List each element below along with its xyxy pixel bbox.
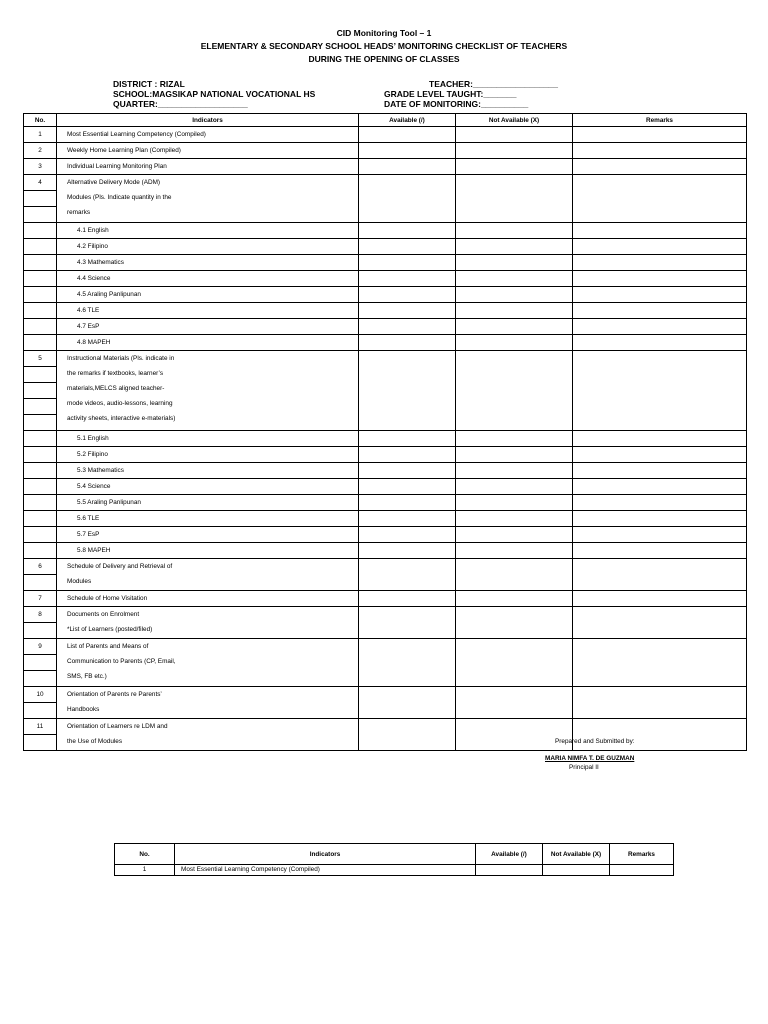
indicator-cell: [57, 559, 359, 591]
indicator-cell: [57, 303, 359, 319]
indicator-cell: [57, 495, 359, 511]
table-row: [24, 175, 747, 223]
indicator-text: List of Parents and Means of: [67, 643, 149, 650]
row-number: 5: [38, 355, 42, 362]
indicator-text: mode videos, audio-lessons, learning: [67, 400, 173, 407]
district-field: DISTRICT : RIZAL: [113, 79, 185, 89]
indicator-text: SMS, FB etc.): [67, 673, 107, 680]
indicator-text: Modules: [67, 578, 92, 585]
remarks-cell[interactable]: [573, 255, 747, 271]
indicator-text: 5.3 Mathematics: [77, 467, 124, 474]
available-cell[interactable]: [359, 447, 456, 463]
indicator-cell: [57, 239, 359, 255]
row-number: 4: [38, 179, 42, 186]
not-available-cell[interactable]: [456, 159, 573, 175]
row-number: [24, 271, 56, 286]
row-number-cell: [24, 527, 57, 543]
not-available-cell[interactable]: [456, 143, 573, 159]
row-number: [24, 734, 56, 750]
not-available-cell[interactable]: [456, 687, 573, 719]
row-number-cell: [24, 543, 57, 559]
row-number: [24, 239, 56, 254]
summary-cell-remarks[interactable]: [610, 865, 674, 876]
row-number-cell: [24, 127, 57, 143]
row-number-cell: [24, 463, 57, 479]
row-number: [24, 223, 56, 238]
indicator-text: Orientation of Learners re LDM and: [67, 723, 168, 730]
summary-header-row: [115, 844, 674, 865]
not-available-cell[interactable]: [456, 239, 573, 255]
available-cell[interactable]: [359, 335, 456, 351]
table-row: [24, 143, 747, 159]
not-available-cell[interactable]: [456, 447, 573, 463]
indicator-cell: [57, 319, 359, 335]
indicator-cell: [57, 335, 359, 351]
prepared-by-label: Prepared and Submitted by:: [555, 738, 635, 745]
form-code-title: CID Monitoring Tool – 1: [336, 28, 432, 38]
quarter-field: QUARTER:___________________: [113, 99, 248, 109]
indicator-text: 4.1 English: [77, 227, 109, 234]
not-available-cell[interactable]: [456, 543, 573, 559]
row-number: [24, 463, 56, 478]
indicator-cell: [57, 431, 359, 447]
row-number: [24, 303, 56, 318]
table-row: [24, 495, 747, 511]
row-number: 8: [38, 611, 42, 618]
row-number-cell: [24, 143, 57, 159]
indicator-text: 4.5 Araling Panlipunan: [77, 291, 141, 298]
row-number: [24, 335, 56, 350]
available-cell[interactable]: [359, 159, 456, 175]
indicator-text: Schedule of Home Visitation: [67, 595, 148, 602]
form-subtitle: DURING THE OPENING OF CLASSES: [308, 54, 460, 64]
remarks-cell[interactable]: [573, 495, 747, 511]
indicator-cell: [57, 223, 359, 239]
remarks-cell[interactable]: [573, 559, 747, 591]
indicator-cell: [57, 463, 359, 479]
not-available-cell[interactable]: [456, 335, 573, 351]
summary-header-not-available: Not Available (X): [543, 844, 610, 865]
indicator-cell: [57, 719, 359, 751]
row-number: [24, 366, 56, 382]
not-available-cell[interactable]: [456, 559, 573, 591]
remarks-cell[interactable]: [573, 607, 747, 639]
remarks-cell[interactable]: [573, 239, 747, 255]
row-number: [24, 398, 56, 414]
row-number-cell: [24, 719, 57, 751]
not-available-cell[interactable]: [456, 511, 573, 527]
not-available-cell[interactable]: [456, 175, 573, 223]
indicator-cell: [57, 143, 359, 159]
row-number: 11: [36, 723, 44, 730]
indicator-text: Communication to Parents (CP, Email,: [67, 658, 176, 665]
row-number: 9: [38, 643, 42, 650]
indicator-cell: [57, 543, 359, 559]
indicator-text: Instructional Materials (Pls. indicate in: [67, 355, 175, 362]
indicator-text: 4.8 MAPEH: [77, 339, 111, 346]
available-cell[interactable]: [359, 255, 456, 271]
row-number-cell: [24, 239, 57, 255]
row-number-cell: [24, 607, 57, 639]
row-number-cell: [24, 351, 57, 431]
table-row: [24, 639, 747, 687]
not-available-cell[interactable]: [456, 607, 573, 639]
indicator-text: activity sheets, interactive e-materials): [67, 415, 176, 422]
available-cell[interactable]: [359, 543, 456, 559]
row-number: [24, 574, 56, 590]
row-number: [24, 255, 56, 270]
not-available-cell[interactable]: [456, 271, 573, 287]
table-row: [24, 303, 747, 319]
row-number-cell: [24, 447, 57, 463]
not-available-cell[interactable]: [456, 639, 573, 687]
table-row: [24, 447, 747, 463]
remarks-cell[interactable]: [573, 591, 747, 607]
row-number: 6: [38, 563, 42, 570]
not-available-cell[interactable]: [456, 255, 573, 271]
available-cell[interactable]: [359, 719, 456, 751]
remarks-cell[interactable]: [573, 303, 747, 319]
not-available-cell[interactable]: [456, 431, 573, 447]
row-number-cell: [24, 175, 57, 223]
indicator-text: 5.1 English: [77, 435, 109, 442]
summary-header-no: No.: [115, 844, 175, 865]
remarks-cell[interactable]: [573, 271, 747, 287]
table-row: [24, 607, 747, 639]
table-row: [24, 687, 747, 719]
table-row: [24, 463, 747, 479]
header-indicators: Indicators: [57, 114, 359, 127]
available-cell[interactable]: [359, 303, 456, 319]
row-number-cell: [24, 255, 57, 271]
available-cell[interactable]: [359, 639, 456, 687]
table-row: [24, 255, 747, 271]
indicator-text: 5.8 MAPEH: [77, 547, 111, 554]
row-number: [24, 495, 56, 510]
row-number-cell: [24, 479, 57, 495]
remarks-cell[interactable]: [573, 351, 747, 431]
indicator-cell: [57, 175, 359, 223]
available-cell[interactable]: [359, 495, 456, 511]
indicator-text: the Use of Modules: [67, 738, 123, 745]
indicator-text: Alternative Delivery Mode (ADM): [67, 179, 161, 186]
row-number: [24, 654, 56, 670]
summary-cell-available[interactable]: [476, 865, 543, 876]
not-available-cell[interactable]: [456, 351, 573, 431]
table-row: [24, 271, 747, 287]
row-number-cell: [24, 511, 57, 527]
row-number: [24, 287, 56, 302]
indicator-text: 4.3 Mathematics: [77, 259, 124, 266]
available-cell[interactable]: [359, 591, 456, 607]
not-available-cell[interactable]: [456, 527, 573, 543]
table-row: [24, 527, 747, 543]
not-available-cell[interactable]: [456, 287, 573, 303]
row-number: [24, 382, 56, 398]
remarks-cell[interactable]: [573, 687, 747, 719]
remarks-cell[interactable]: [573, 431, 747, 447]
summary-table: [114, 843, 674, 876]
row-number: 1: [38, 131, 42, 138]
row-number: [24, 414, 56, 430]
indicator-text: Handbooks: [67, 706, 100, 713]
row-number: [24, 702, 56, 718]
remarks-cell[interactable]: [573, 175, 747, 223]
available-cell[interactable]: [359, 175, 456, 223]
teacher-field: TEACHER:__________________: [429, 79, 559, 89]
indicator-cell: [57, 479, 359, 495]
row-number-cell: [24, 495, 57, 511]
table-row: [24, 223, 747, 239]
summary-row: [115, 865, 674, 876]
available-cell[interactable]: [359, 319, 456, 335]
remarks-cell[interactable]: [573, 511, 747, 527]
available-cell[interactable]: [359, 143, 456, 159]
indicator-cell: [57, 287, 359, 303]
available-cell[interactable]: [359, 271, 456, 287]
indicator-cell: [57, 447, 359, 463]
indicator-text: 5.6 TLE: [77, 515, 100, 522]
indicator-text: 4.7 EsP: [77, 323, 100, 330]
not-available-cell[interactable]: [456, 719, 573, 751]
row-number-cell: [24, 303, 57, 319]
signatory-position: Principal II: [569, 764, 599, 771]
row-number-cell: [24, 159, 57, 175]
row-number-cell: [24, 559, 57, 591]
indicator-cell: [57, 591, 359, 607]
remarks-cell[interactable]: [573, 639, 747, 687]
not-available-cell[interactable]: [456, 591, 573, 607]
indicator-text: 5.2 Filipino: [77, 451, 108, 458]
row-number: 10: [36, 691, 44, 698]
summary-header-remarks: Remarks: [610, 844, 674, 865]
remarks-cell[interactable]: [573, 335, 747, 351]
available-cell[interactable]: [359, 687, 456, 719]
summary-header-available: Available (/): [476, 844, 543, 865]
row-number: [24, 190, 56, 206]
indicator-text: Individual Learning Monitoring Plan: [67, 163, 167, 170]
remarks-cell[interactable]: [573, 127, 747, 143]
table-row: [24, 719, 747, 751]
school-field: SCHOOL:MAGSIKAP NATIONAL VOCATIONAL HS: [113, 89, 316, 99]
not-available-cell[interactable]: [456, 479, 573, 495]
indicator-cell: [57, 159, 359, 175]
form-main-title: ELEMENTARY & SECONDARY SCHOOL HEADS’ MONITORING CHECKLIST OF TEACHERS: [200, 41, 568, 51]
indicator-text: 5.7 EsP: [77, 531, 100, 538]
table-row: [24, 127, 747, 143]
not-available-cell[interactable]: [456, 319, 573, 335]
available-cell[interactable]: [359, 511, 456, 527]
table-row: [24, 287, 747, 303]
indicator-text: Weekly Home Learning Plan (Compiled): [67, 147, 181, 154]
indicator-text: materials,MELCS aligned teacher-: [67, 385, 165, 392]
indicator-text: the remarks if textbooks, learner’s: [67, 370, 164, 377]
row-number: [24, 479, 56, 494]
indicator-cell: [57, 351, 359, 431]
row-number-cell: [24, 223, 57, 239]
row-number: [24, 206, 56, 222]
available-cell[interactable]: [359, 127, 456, 143]
row-number-cell: [24, 687, 57, 719]
summary-header-indicators: Indicators: [175, 844, 476, 865]
indicator-text: Orientation of Parents re Parents’: [67, 691, 162, 698]
table-header-row: [24, 114, 747, 127]
row-number-cell: [24, 335, 57, 351]
table-row: [24, 559, 747, 591]
indicator-cell: [57, 255, 359, 271]
available-cell[interactable]: [359, 239, 456, 255]
available-cell[interactable]: [359, 559, 456, 591]
header-no: No.: [24, 114, 57, 127]
row-number: [24, 431, 56, 446]
row-number: 2: [38, 147, 42, 154]
signatory-name: MARIA NIMFA T. DE GUZMAN: [545, 755, 635, 762]
table-row: [24, 239, 747, 255]
indicator-cell: [57, 607, 359, 639]
table-row: [24, 511, 747, 527]
row-number-cell: [24, 591, 57, 607]
indicator-text: 5.4 Science: [77, 483, 111, 490]
row-number-cell: [24, 319, 57, 335]
table-row: [24, 351, 747, 431]
row-number-cell: [24, 431, 57, 447]
row-number: [24, 670, 56, 686]
available-cell[interactable]: [359, 527, 456, 543]
indicator-cell: [57, 639, 359, 687]
not-available-cell[interactable]: [456, 463, 573, 479]
available-cell[interactable]: [359, 223, 456, 239]
remarks-cell[interactable]: [573, 527, 747, 543]
row-number: [24, 511, 56, 526]
not-available-cell[interactable]: [456, 223, 573, 239]
row-number: [24, 622, 56, 638]
indicator-text: Most Essential Learning Competency (Compiled): [67, 131, 206, 138]
remarks-cell[interactable]: [573, 319, 747, 335]
header-available: Available (/): [359, 114, 456, 127]
indicator-cell: [57, 127, 359, 143]
available-cell[interactable]: [359, 607, 456, 639]
indicator-text: 4.4 Science: [77, 275, 111, 282]
available-cell[interactable]: [359, 431, 456, 447]
summary-cell-no: 1: [115, 865, 175, 876]
monitoring-checklist-table: [23, 113, 747, 751]
row-number-cell: [24, 271, 57, 287]
remarks-cell[interactable]: [573, 463, 747, 479]
remarks-cell[interactable]: [573, 287, 747, 303]
table-row: [24, 431, 747, 447]
indicator-text: Documents on Enrolment: [67, 611, 140, 618]
row-number: 3: [38, 163, 42, 170]
remarks-cell[interactable]: [573, 719, 747, 751]
indicator-text: 4.2 Filipino: [77, 243, 108, 250]
header-not-available: Not Available (X): [456, 114, 573, 127]
row-number: [24, 319, 56, 334]
available-cell[interactable]: [359, 351, 456, 431]
summary-cell-not-available[interactable]: [543, 865, 610, 876]
table-row: [24, 335, 747, 351]
remarks-cell[interactable]: [573, 479, 747, 495]
indicator-text: 5.5 Araling Panlipunan: [77, 499, 141, 506]
grade-level-field: GRADE LEVEL TAUGHT:_______: [384, 89, 517, 99]
table-row: [24, 159, 747, 175]
table-row: [24, 479, 747, 495]
indicator-text: 4.6 TLE: [77, 307, 100, 314]
available-cell[interactable]: [359, 463, 456, 479]
table-row: [24, 543, 747, 559]
not-available-cell[interactable]: [456, 127, 573, 143]
table-row: [24, 319, 747, 335]
row-number: [24, 543, 56, 558]
table-row: [24, 591, 747, 607]
indicator-text: remarks: [67, 209, 91, 216]
row-number: 7: [38, 595, 42, 602]
indicator-cell: [57, 271, 359, 287]
header-remarks: Remarks: [573, 114, 747, 127]
indicator-cell: [57, 687, 359, 719]
available-cell[interactable]: [359, 479, 456, 495]
indicator-cell: [57, 511, 359, 527]
indicator-text: Schedule of Delivery and Retrieval of: [67, 563, 173, 570]
date-monitoring-field: DATE OF MONITORING:__________: [384, 99, 529, 109]
indicator-cell: [57, 527, 359, 543]
indicator-text: Modules (Pls. Indicate quantity in the: [67, 194, 172, 201]
row-number-cell: [24, 639, 57, 687]
remarks-cell[interactable]: [573, 543, 747, 559]
row-number-cell: [24, 287, 57, 303]
available-cell[interactable]: [359, 287, 456, 303]
row-number: [24, 527, 56, 542]
not-available-cell[interactable]: [456, 495, 573, 511]
remarks-cell[interactable]: [573, 447, 747, 463]
remarks-cell[interactable]: [573, 223, 747, 239]
indicator-text: *List of Learners (posted/filed): [67, 626, 153, 633]
remarks-cell[interactable]: [573, 159, 747, 175]
remarks-cell[interactable]: [573, 143, 747, 159]
not-available-cell[interactable]: [456, 303, 573, 319]
summary-cell-indicator: Most Essential Learning Competency (Compiled): [175, 865, 476, 876]
row-number: [24, 447, 56, 462]
